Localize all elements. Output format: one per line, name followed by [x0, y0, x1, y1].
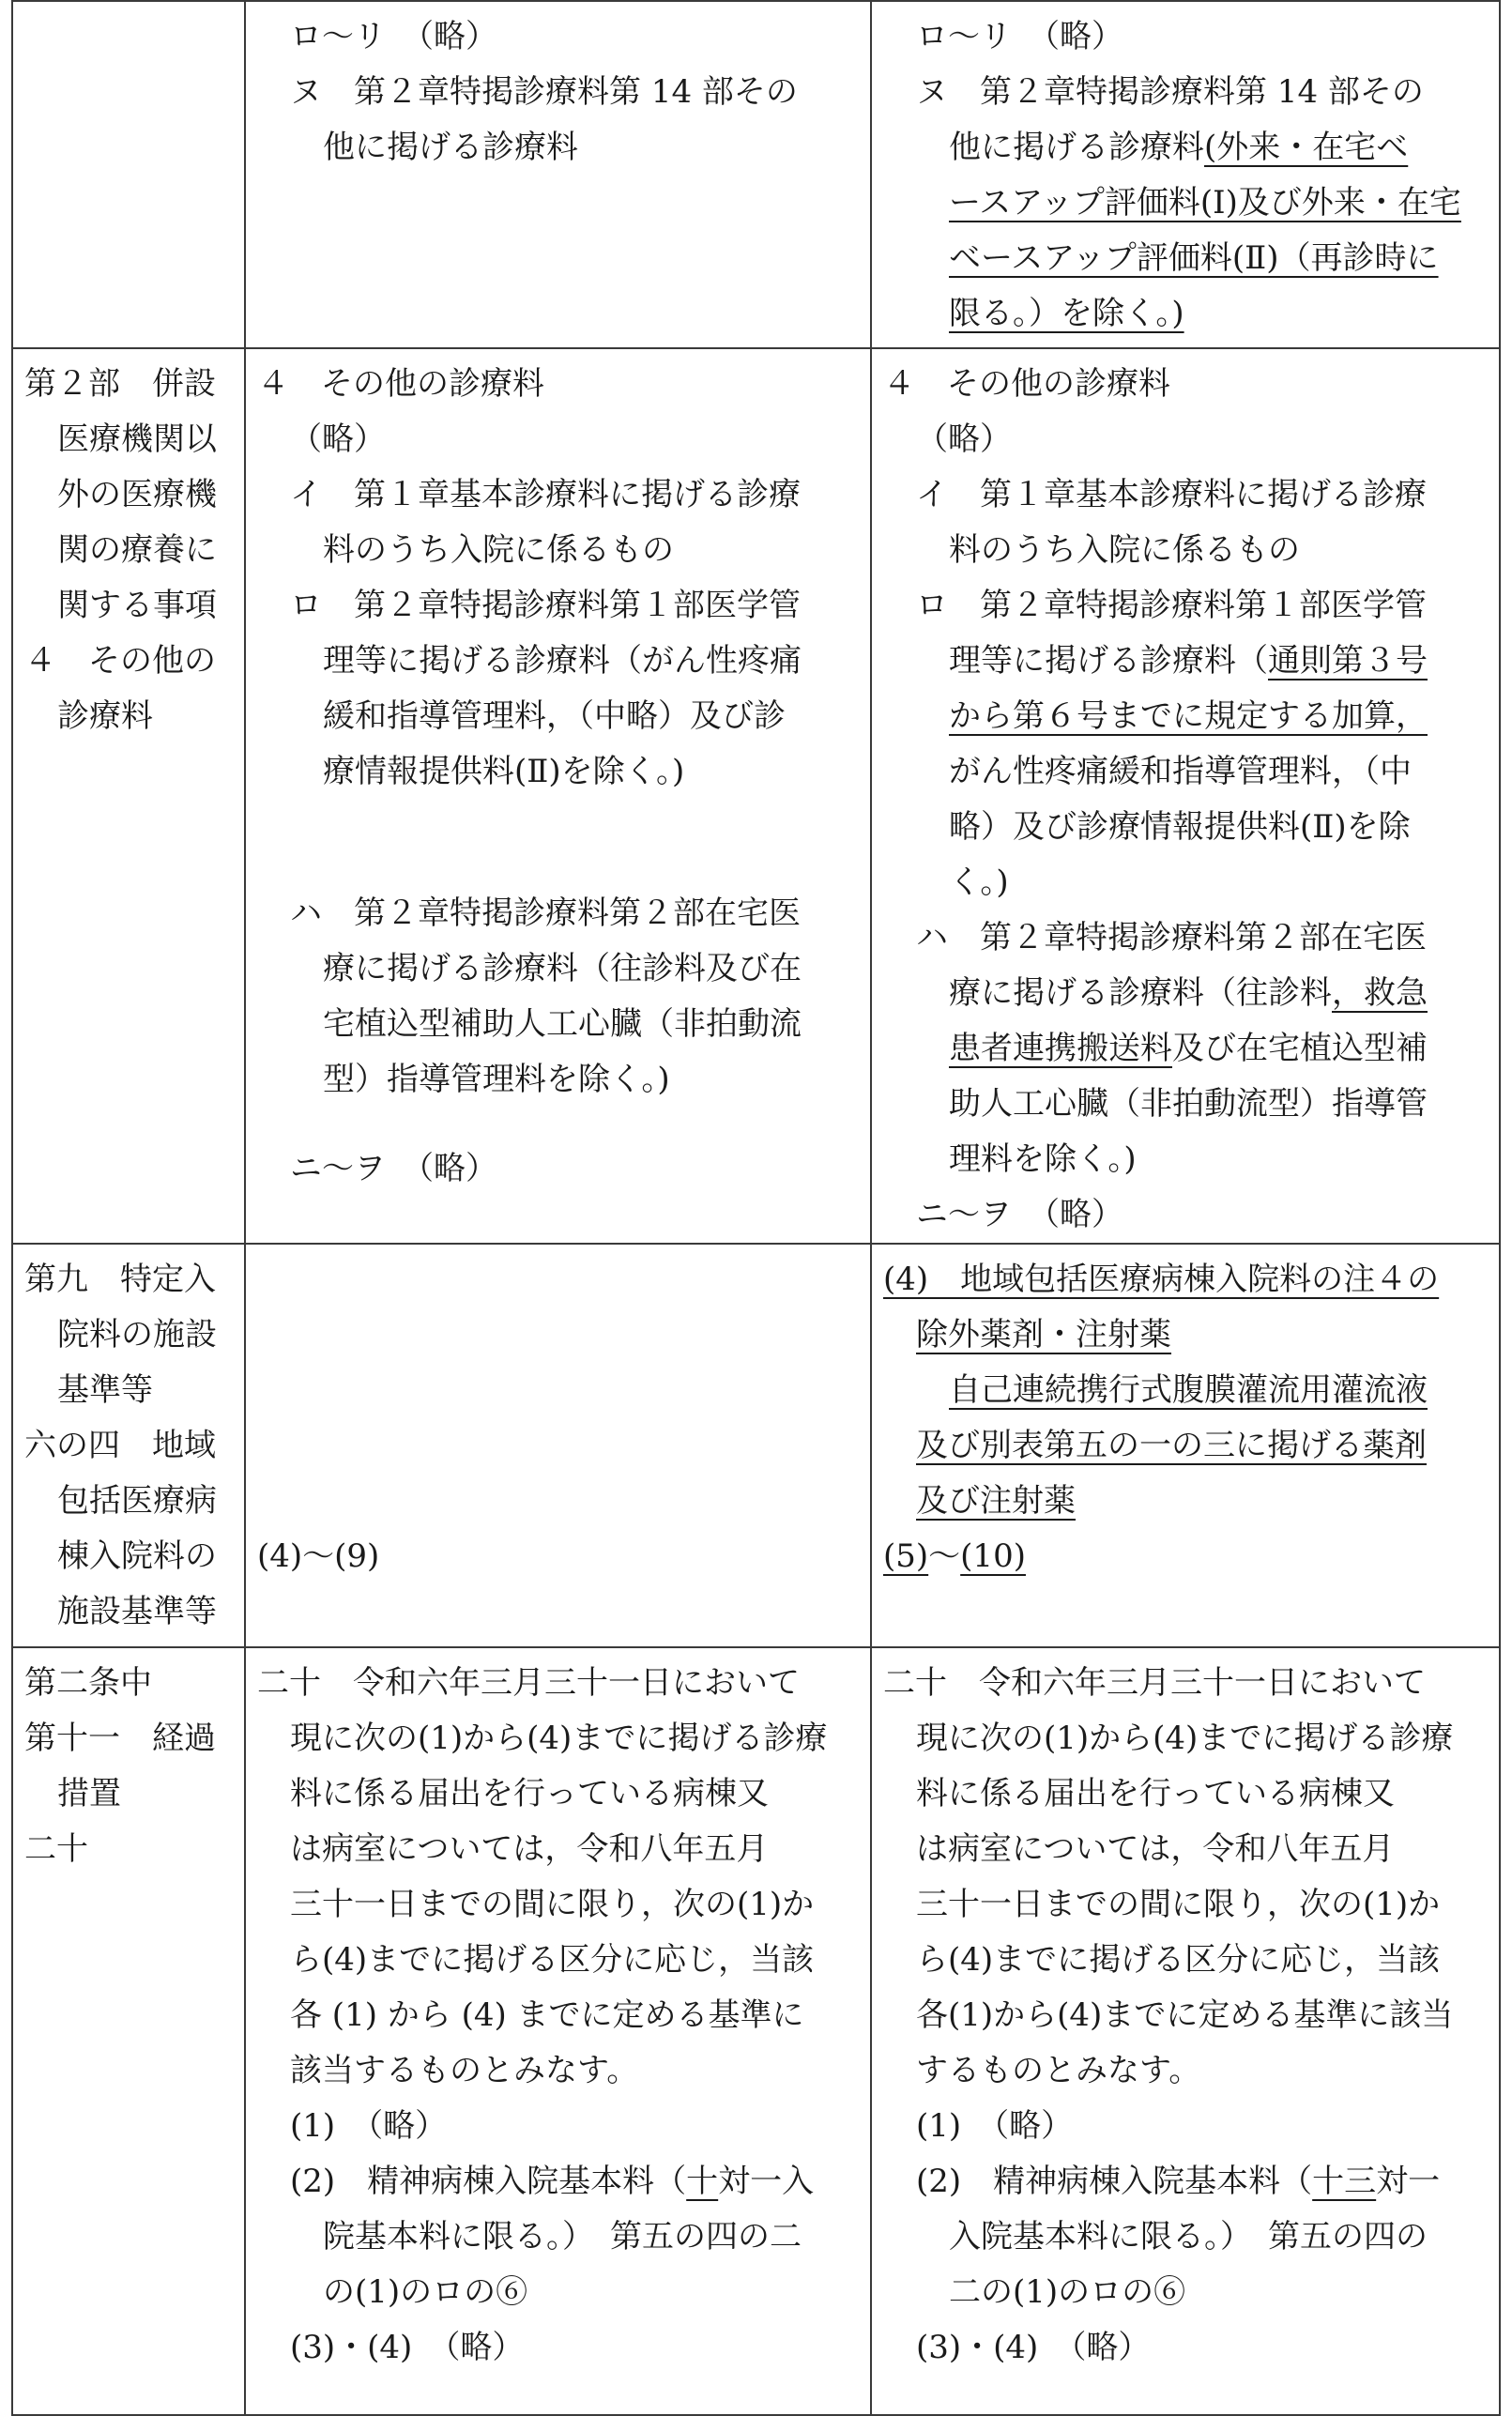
- section-label-cell: [12, 1, 245, 348]
- table-row: [12, 1647, 1500, 2415]
- amended-text: 十: [686, 2163, 719, 2200]
- amended-text: から第６号までに規定する加算，: [949, 697, 1428, 735]
- amended-text: 十三: [1312, 2163, 1377, 2200]
- old-text-cell: ４ その他の診療料 （略） イ 第１章基本診療料に掲げる診療 料のうち入院に係るもの ロ 第２章特掲診療料第１部医学管 理等に掲げる診療料（がん性疼痛 緩和指導管理料，（中略）及び診 療情報提供料(Ⅱ)を除く。) ハ 第２章特掲診療料第２部在宅医 療に掲げる診療料（往診料及び在 宅植込型補助人工心臓（非拍動流 型）指導管理料を除く。) ニ～ヲ （略）: [245, 348, 871, 1244]
- revision-comparison-table: [11, 0, 1501, 2416]
- amended-text: (10): [960, 1537, 1026, 1575]
- new-text-cell: (4) 地域包括医療病棟入院料の注４の 除外薬剤・注射薬 自己連続携行式腹膜灌流用灌流液 及び別表第五の一の三に掲げる薬剤 及び注射薬 (5)～(10): [871, 1244, 1500, 1647]
- amended-text: 患者連携搬送料: [949, 1030, 1172, 1067]
- amended-text: 限る。）を除く。): [949, 295, 1184, 332]
- table-row: [12, 1244, 1500, 1647]
- section-label-cell: 第九 特定入 院料の施設 基準等 六の四 地域 包括医療病 棟入院料の 施設基準等: [12, 1244, 245, 1647]
- amended-text: 及び別表第五の一の三に掲げる薬剤: [916, 1427, 1427, 1464]
- amended-text: (4) 地域包括医療病棟入院料の注４の: [883, 1261, 1440, 1298]
- amended-text: 自己連続携行式腹膜灌流用灌流液: [949, 1371, 1428, 1409]
- new-text-cell: ４ その他の診療料 （略） イ 第１章基本診療料に掲げる診療 料のうち入院に係るもの ロ 第２章特掲診療料第１部医学管 理等に掲げる診療料（通則第３号 から第６号までに規定する加算， がん性疼痛緩和指導管理料，（中 略）及び診療情報提供料(Ⅱ)を除 く。) ハ 第２章特掲診療料第２部在宅医 療に掲げる診療料（往診料，救急 患者連携搬送料及び在宅植込型補 助人工心臓（非拍動流型）指導管 理料を除く。) ニ～ヲ （略）: [871, 348, 1500, 1244]
- table-row: [12, 1, 1500, 348]
- section-label-cell: 第二条中 第十一 経過 措置 二十: [12, 1647, 245, 2415]
- old-text-cell: ロ～リ （略） ヌ 第２章特掲診療料第 14 部その 他に掲げる診療料: [245, 1, 871, 348]
- old-text-cell: 二十 令和六年三月三十一日において 現に次の(1)から(4)までに掲げる診療 料に係る届出を行っている病棟又 は病室については，令和八年五月 三十一日までの間に限り，次の(1)か ら(4)までに掲げる区分に応じ，当該 各 (1) から (4) までに定める基準に 該当するものとみなす。 (1) （略） (2) 精神病棟入院基本料（十対一入 院基本料に限る。） 第五の四の二 の(1)のロの⑥ (3)・(4) （略）: [245, 1647, 871, 2415]
- new-text-cell: 二十 令和六年三月三十一日において 現に次の(1)から(4)までに掲げる診療 料に係る届出を行っている病棟又 は病室については，令和八年五月 三十一日までの間に限り，次の(1)か ら(4)までに掲げる区分に応じ，当該 各(1)から(4)までに定める基準に該当 するものとみなす。 (1) （略） (2) 精神病棟入院基本料（十三対一 入院基本料に限る。） 第五の四の 二の(1)のロの⑥ (3)・(4) （略）: [871, 1647, 1500, 2415]
- amended-text: 除外薬剤・注射薬: [916, 1316, 1171, 1353]
- amended-text: ，救急: [1332, 974, 1428, 1012]
- amended-text: ベースアップ評価料(Ⅱ)（再診時に: [949, 239, 1439, 277]
- amended-text: 通則第３号: [1268, 642, 1428, 680]
- amended-text: ースアップ評価料(Ⅰ)及び外来・在宅: [949, 184, 1461, 222]
- amended-text: (外来・在宅ベ: [1204, 129, 1409, 166]
- new-text-cell: ロ～リ （略） ヌ 第２章特掲診療料第 14 部その 他に掲げる診療料(外来・在宅ベ ースアップ評価料(Ⅰ)及び外来・在宅 ベースアップ評価料(Ⅱ)（再診時に 限る。）を除く。): [871, 1, 1500, 348]
- section-label-cell: 第２部 併設 医療機関以 外の医療機 関の療養に 関する事項 ４ その他の 診療料: [12, 348, 245, 1244]
- table-row: [12, 348, 1500, 1244]
- old-text-cell: (4)～(9): [245, 1244, 871, 1647]
- amended-text: (5): [883, 1537, 929, 1575]
- amended-text: 及び注射薬: [916, 1482, 1076, 1520]
